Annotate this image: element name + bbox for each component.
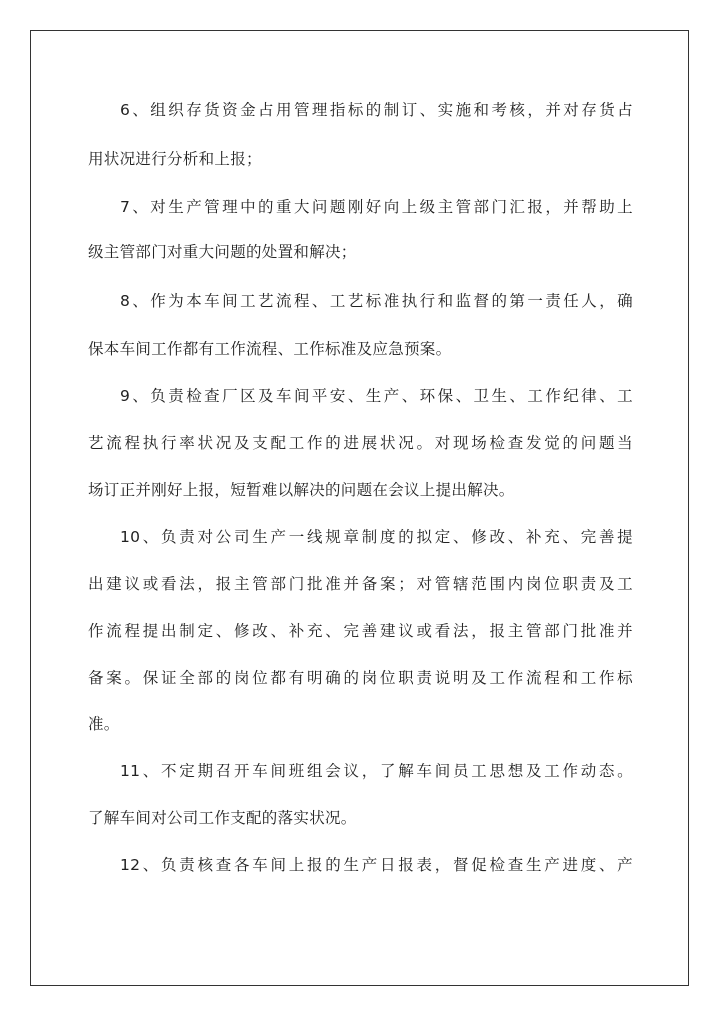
text-line: 准。 <box>88 715 120 733</box>
page-border <box>30 30 689 986</box>
text-line: 保本车间工作都有工作流程、工作标准及应急预案。 <box>88 340 452 358</box>
text-line: 9、负责检查厂区及车间平安、生产、环保、卫生、工作纪律、工 <box>120 387 633 405</box>
text-line: 级主管部门对重大问题的处置和解决； <box>88 243 357 261</box>
text-line: 6、组织存货资金占用管理指标的制订、实施和考核，并对存货占 <box>120 101 633 119</box>
text-line: 出建议或看法，报主管部门批准并备案；对管辖范围内岗位职责及工 <box>88 575 633 593</box>
text-line: 场订正并刚好上报，短暂难以解决的问题在会议上提出解决。 <box>88 481 515 499</box>
text-line: 8、作为本车间工艺流程、工艺标准执行和监督的第一责任人，确 <box>120 292 633 310</box>
text-line: 7、对生产管理中的重大问题刚好向上级主管部门汇报，并帮助上 <box>120 198 633 216</box>
text-line: 了解车间对公司工作支配的落实状况。 <box>88 809 357 827</box>
text-line: 12、负责核查各车间上报的生产日报表，督促检查生产进度、产 <box>120 856 633 874</box>
text-line: 10、负责对公司生产一线规章制度的拟定、修改、补充、完善提 <box>120 528 633 546</box>
text-line: 用状况进行分析和上报； <box>88 150 262 168</box>
text-line: 艺流程执行率状况及支配工作的进展状况。对现场检查发觉的问题当 <box>88 434 633 452</box>
text-line: 11、不定期召开车间班组会议，了解车间员工思想及工作动态。 <box>120 762 633 780</box>
text-line: 备案。保证全部的岗位都有明确的岗位职责说明及工作流程和工作标 <box>88 669 633 687</box>
text-line: 作流程提出制定、修改、补充、完善建议或看法，报主管部门批准并 <box>88 622 633 640</box>
